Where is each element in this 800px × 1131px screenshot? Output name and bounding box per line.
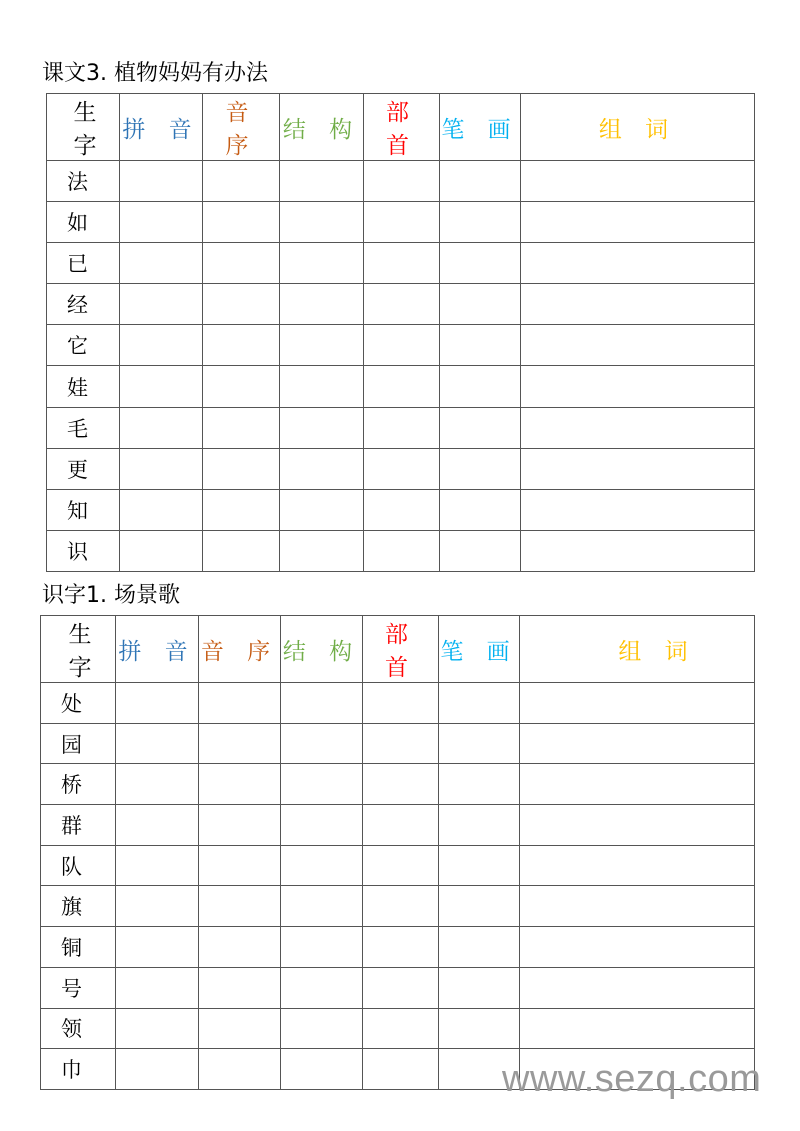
bihua-cell[interactable] — [440, 448, 521, 489]
table-row — [41, 886, 755, 927]
header-jiegou: 结 构 — [281, 616, 363, 683]
bihua-cell[interactable] — [439, 683, 520, 724]
table-row — [47, 243, 755, 284]
yinxu-cell[interactable] — [203, 530, 280, 571]
header-row — [41, 616, 755, 683]
header-char: 生 字 — [41, 616, 116, 683]
character-cell: 园 — [41, 723, 116, 764]
pinyin-cell[interactable] — [116, 845, 199, 886]
table-row — [41, 723, 755, 764]
pinyin-cell[interactable] — [120, 489, 203, 530]
zuci-cell[interactable] — [520, 764, 755, 805]
bushou-cell[interactable] — [364, 202, 440, 243]
yinxu-cell[interactable] — [203, 489, 280, 530]
character-cell: 桥 — [41, 764, 116, 805]
bushou-cell[interactable] — [363, 683, 439, 724]
table-row — [41, 764, 755, 805]
character-cell: 它 — [47, 325, 120, 366]
yinxu-cell[interactable] — [203, 366, 280, 407]
zuci-cell[interactable] — [521, 161, 755, 202]
bushou-cell[interactable] — [364, 448, 440, 489]
jiegou-cell[interactable] — [280, 489, 364, 530]
jiegou-cell[interactable] — [280, 284, 364, 325]
zuci-cell[interactable] — [521, 243, 755, 284]
character-cell: 如 — [47, 202, 120, 243]
jiegou-cell[interactable] — [280, 161, 364, 202]
character-cell: 铜 — [41, 927, 116, 968]
bushou-cell[interactable] — [363, 805, 439, 846]
zuci-cell[interactable] — [520, 1008, 755, 1049]
bushou-cell[interactable] — [363, 723, 439, 764]
pinyin-cell[interactable] — [120, 448, 203, 489]
pinyin-cell[interactable] — [116, 1008, 199, 1049]
jiegou-cell[interactable] — [281, 927, 363, 968]
yinxu-cell[interactable] — [203, 407, 280, 448]
yinxu-cell[interactable] — [199, 805, 281, 846]
bihua-cell[interactable] — [440, 366, 521, 407]
zuci-cell[interactable] — [520, 886, 755, 927]
jiegou-cell[interactable] — [280, 202, 364, 243]
header-yinxu: 音 序 — [203, 94, 280, 161]
character-cell: 领 — [41, 1008, 116, 1049]
zuci-cell[interactable] — [520, 805, 755, 846]
header-pinyin: 拼 音 — [120, 94, 203, 161]
bihua-cell[interactable] — [439, 886, 520, 927]
yinxu-cell[interactable] — [203, 161, 280, 202]
table-row — [47, 202, 755, 243]
pinyin-cell[interactable] — [116, 1049, 199, 1090]
table-row — [47, 161, 755, 202]
pinyin-cell[interactable] — [120, 243, 203, 284]
table-row — [47, 407, 755, 448]
bihua-cell[interactable] — [439, 927, 520, 968]
character-cell: 队 — [41, 845, 116, 886]
yinxu-cell[interactable] — [199, 927, 281, 968]
pinyin-cell[interactable] — [116, 805, 199, 846]
character-cell: 群 — [41, 805, 116, 846]
zuci-cell[interactable] — [521, 489, 755, 530]
pinyin-cell[interactable] — [116, 927, 199, 968]
bihua-cell[interactable] — [440, 284, 521, 325]
yinxu-cell[interactable] — [203, 202, 280, 243]
header-row — [47, 94, 755, 161]
yinxu-cell[interactable] — [199, 967, 281, 1008]
header-char: 生 字 — [47, 94, 120, 161]
jiegou-cell[interactable] — [281, 805, 363, 846]
pinyin-cell[interactable] — [120, 407, 203, 448]
bihua-cell[interactable] — [439, 764, 520, 805]
yinxu-cell[interactable] — [199, 886, 281, 927]
watermark: www.sezq.com — [502, 1058, 762, 1100]
jiegou-cell[interactable] — [281, 1008, 363, 1049]
zuci-cell[interactable] — [521, 407, 755, 448]
bihua-cell[interactable] — [440, 530, 521, 571]
bushou-cell[interactable] — [364, 284, 440, 325]
table-row — [41, 927, 755, 968]
yinxu-cell[interactable] — [203, 325, 280, 366]
bihua-cell[interactable] — [439, 967, 520, 1008]
table-row — [47, 284, 755, 325]
header-zuci: 组 词 — [521, 94, 755, 161]
bushou-cell[interactable] — [363, 1008, 439, 1049]
zuci-cell[interactable] — [520, 723, 755, 764]
bushou-cell[interactable] — [364, 161, 440, 202]
pinyin-cell[interactable] — [116, 967, 199, 1008]
header-pinyin: 拼 音 — [116, 616, 199, 683]
pinyin-cell[interactable] — [120, 325, 203, 366]
table-row — [47, 366, 755, 407]
bushou-cell[interactable] — [364, 489, 440, 530]
table-row — [47, 489, 755, 530]
bihua-cell[interactable] — [439, 845, 520, 886]
section-2-title: 识字1. 场景歌 — [42, 583, 180, 608]
bushou-cell[interactable] — [363, 967, 439, 1008]
bihua-cell[interactable] — [440, 161, 521, 202]
header-bushou: 部 首 — [363, 616, 439, 683]
bihua-cell[interactable] — [440, 407, 521, 448]
yinxu-cell[interactable] — [199, 1049, 281, 1090]
character-cell: 巾 — [41, 1049, 116, 1090]
zuci-cell[interactable] — [520, 683, 755, 724]
yinxu-cell[interactable] — [203, 284, 280, 325]
bihua-cell[interactable] — [440, 325, 521, 366]
character-cell: 已 — [47, 243, 120, 284]
bushou-cell[interactable] — [364, 243, 440, 284]
jiegou-cell[interactable] — [281, 886, 363, 927]
table-row — [41, 845, 755, 886]
jiegou-cell[interactable] — [280, 366, 364, 407]
jiegou-cell[interactable] — [280, 243, 364, 284]
header-bihua: 笔 画 — [439, 616, 520, 683]
zuci-cell[interactable] — [521, 448, 755, 489]
bihua-cell[interactable] — [439, 723, 520, 764]
zuci-cell[interactable] — [520, 845, 755, 886]
zuci-cell[interactable] — [520, 967, 755, 1008]
character-cell: 法 — [47, 161, 120, 202]
character-cell: 毛 — [47, 407, 120, 448]
bihua-cell[interactable] — [440, 243, 521, 284]
yinxu-cell[interactable] — [203, 243, 280, 284]
zuci-cell[interactable] — [521, 284, 755, 325]
table-row — [41, 967, 755, 1008]
header-zuci: 组 词 — [520, 616, 755, 683]
pinyin-cell[interactable] — [116, 683, 199, 724]
table-row — [47, 530, 755, 571]
jiegou-cell[interactable] — [281, 764, 363, 805]
pinyin-cell[interactable] — [116, 764, 199, 805]
character-cell: 旗 — [41, 886, 116, 927]
table-row — [41, 805, 755, 846]
table-row — [47, 325, 755, 366]
zuci-cell[interactable] — [521, 366, 755, 407]
zuci-cell[interactable] — [521, 530, 755, 571]
header-yinxu: 音 序 — [199, 616, 281, 683]
bihua-cell[interactable] — [440, 489, 521, 530]
pinyin-cell[interactable] — [120, 366, 203, 407]
zuci-cell[interactable] — [520, 927, 755, 968]
header-bushou: 部 首 — [364, 94, 440, 161]
jiegou-cell[interactable] — [281, 723, 363, 764]
character-cell: 娃 — [47, 366, 120, 407]
pinyin-cell[interactable] — [120, 161, 203, 202]
jiegou-cell[interactable] — [280, 407, 364, 448]
bushou-cell[interactable] — [364, 366, 440, 407]
bushou-cell[interactable] — [363, 927, 439, 968]
bushou-cell[interactable] — [364, 407, 440, 448]
jiegou-cell[interactable] — [280, 325, 364, 366]
yinxu-cell[interactable] — [199, 764, 281, 805]
jiegou-cell[interactable] — [281, 967, 363, 1008]
yinxu-cell[interactable] — [199, 723, 281, 764]
bushou-cell[interactable] — [363, 886, 439, 927]
pinyin-cell[interactable] — [116, 723, 199, 764]
bihua-cell[interactable] — [440, 202, 521, 243]
section-1-title: 课文3. 植物妈妈有办法 — [42, 61, 268, 86]
worksheet-table-2 — [40, 615, 755, 1090]
character-cell: 号 — [41, 967, 116, 1008]
jiegou-cell[interactable] — [280, 448, 364, 489]
bushou-cell[interactable] — [363, 764, 439, 805]
character-cell: 经 — [47, 284, 120, 325]
bushou-cell[interactable] — [364, 530, 440, 571]
character-cell: 更 — [47, 448, 120, 489]
zuci-cell[interactable] — [521, 202, 755, 243]
jiegou-cell[interactable] — [280, 530, 364, 571]
yinxu-cell[interactable] — [203, 448, 280, 489]
worksheet-table-1 — [46, 93, 755, 572]
pinyin-cell[interactable] — [116, 886, 199, 927]
zuci-cell[interactable] — [521, 325, 755, 366]
bushou-cell[interactable] — [364, 325, 440, 366]
pinyin-cell[interactable] — [120, 530, 203, 571]
character-cell: 知 — [47, 489, 120, 530]
character-cell: 识 — [47, 530, 120, 571]
table-row — [41, 683, 755, 724]
yinxu-cell[interactable] — [199, 683, 281, 724]
jiegou-cell[interactable] — [281, 845, 363, 886]
yinxu-cell[interactable] — [199, 845, 281, 886]
header-jiegou: 结 构 — [280, 94, 364, 161]
bihua-cell[interactable] — [439, 805, 520, 846]
jiegou-cell[interactable] — [281, 1049, 363, 1090]
header-bihua: 笔 画 — [440, 94, 521, 161]
bihua-cell[interactable] — [439, 1008, 520, 1049]
bushou-cell[interactable] — [363, 845, 439, 886]
table-row — [41, 1008, 755, 1049]
pinyin-cell[interactable] — [120, 284, 203, 325]
table-row — [47, 448, 755, 489]
character-cell: 处 — [41, 683, 116, 724]
yinxu-cell[interactable] — [199, 1008, 281, 1049]
bushou-cell[interactable] — [363, 1049, 439, 1090]
pinyin-cell[interactable] — [120, 202, 203, 243]
jiegou-cell[interactable] — [281, 683, 363, 724]
